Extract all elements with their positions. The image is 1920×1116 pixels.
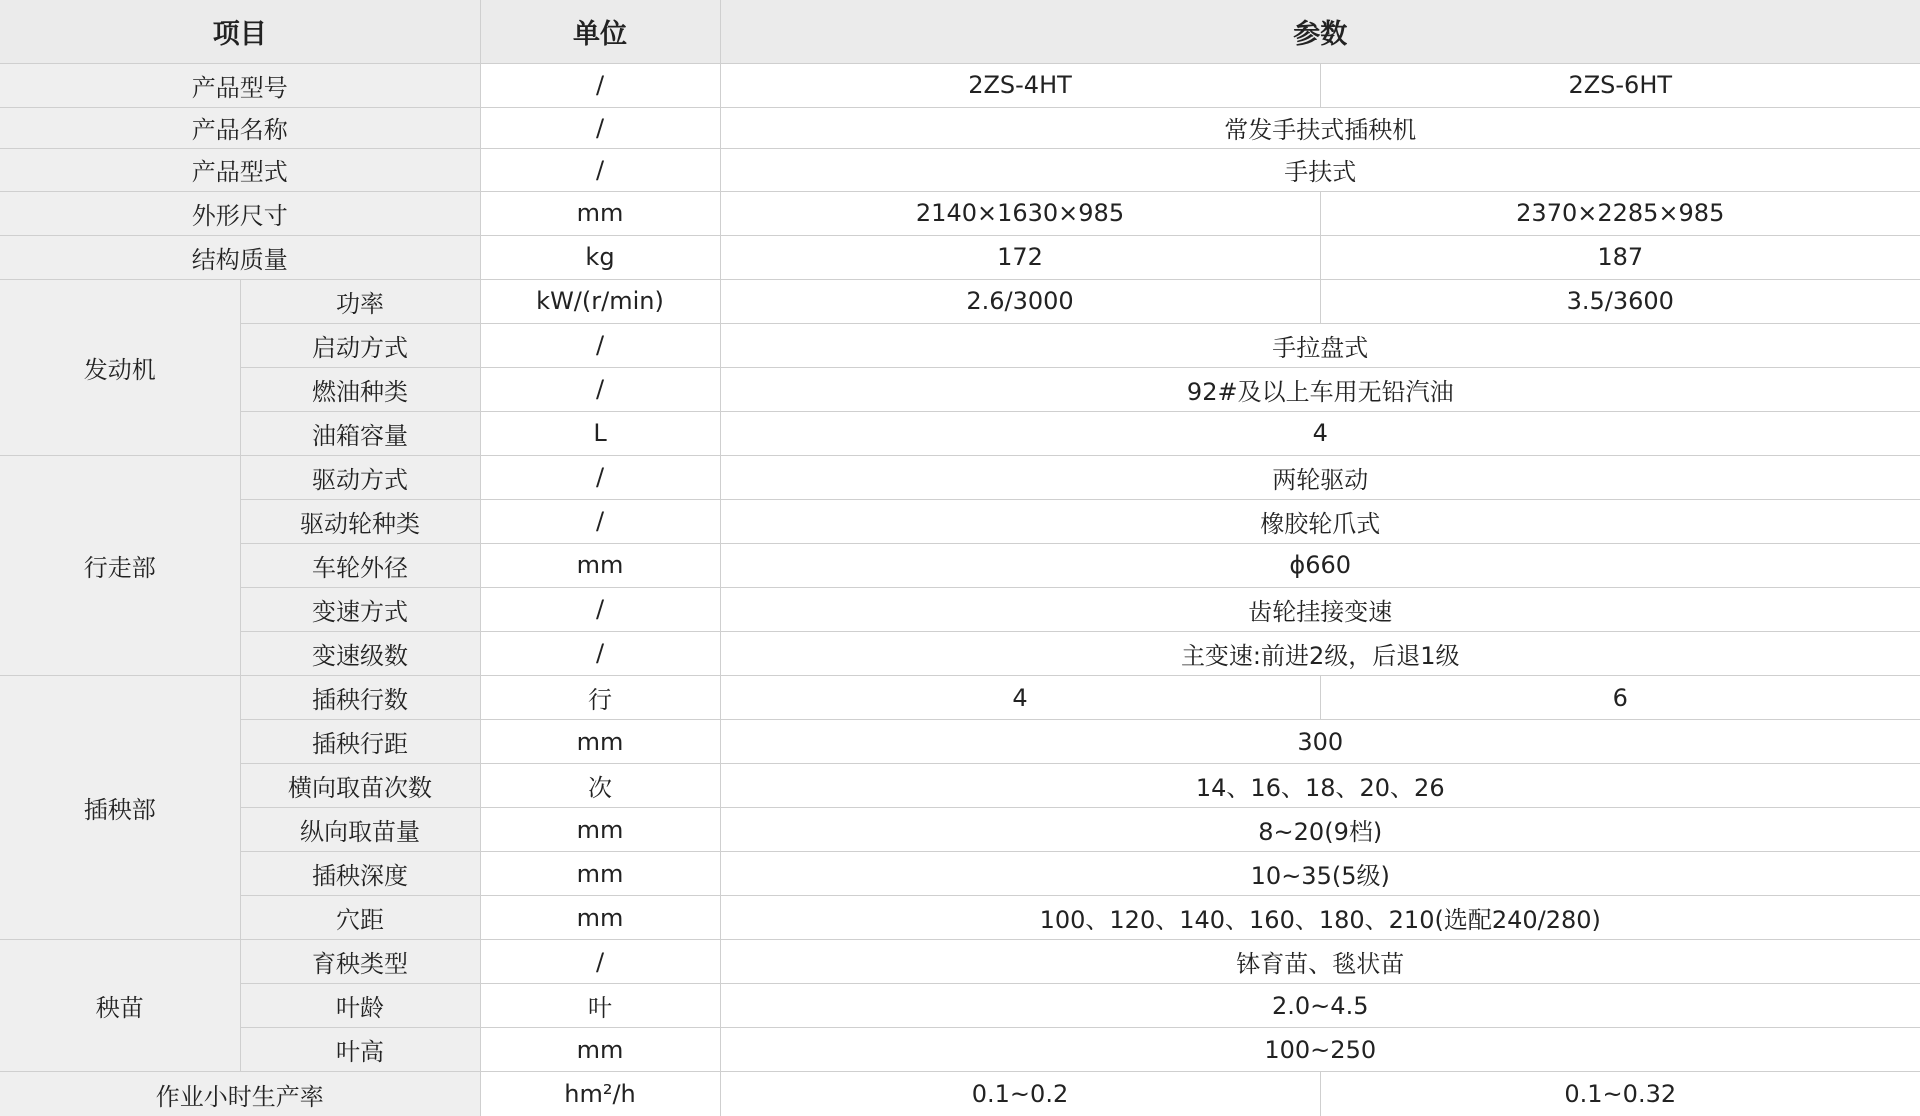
row-label: 叶龄 <box>240 984 480 1028</box>
row-label: 插秧行数 <box>240 675 480 719</box>
row-label: 叶高 <box>240 1028 480 1072</box>
row-label: 功率 <box>240 279 480 323</box>
table-row <box>0 543 1920 587</box>
header-item: 项目 <box>0 0 480 63</box>
value-model-a: 2ZS-4HT <box>720 63 1320 107</box>
value-model-a: 172 <box>720 235 1320 279</box>
row-value: 100、120、140、160、180、210(选配240/280) <box>720 896 1920 940</box>
table-row <box>0 455 1920 499</box>
table-row <box>0 720 1920 764</box>
row-label: 穴距 <box>240 896 480 940</box>
table-row <box>0 852 1920 896</box>
row-value: 手拉盘式 <box>720 323 1920 367</box>
row-unit: / <box>480 455 720 499</box>
header-unit: 单位 <box>480 0 720 63</box>
row-unit: L <box>480 411 720 455</box>
row-value: 2.0~4.5 <box>720 984 1920 1028</box>
row-label: 燃油种类 <box>240 367 480 411</box>
table-row <box>0 940 1920 984</box>
row-value: 8~20(9档) <box>720 808 1920 852</box>
group-planting: 插秧部 <box>0 675 240 939</box>
row-label: 产品名称 <box>0 107 480 148</box>
row-label: 作业小时生产率 <box>0 1072 480 1116</box>
row-label: 产品型式 <box>0 148 480 191</box>
table-row <box>0 896 1920 940</box>
table-row <box>0 984 1920 1028</box>
value-model-b: 3.5/3600 <box>1320 279 1920 323</box>
row-unit: / <box>480 148 720 191</box>
table-row <box>0 148 1920 191</box>
row-label: 变速方式 <box>240 587 480 631</box>
table-row <box>0 191 1920 235</box>
row-label: 油箱容量 <box>240 411 480 455</box>
row-label: 驱动方式 <box>240 455 480 499</box>
row-value: 主变速:前进2级，后退1级 <box>720 631 1920 675</box>
row-unit: mm <box>480 808 720 852</box>
row-unit: / <box>480 63 720 107</box>
table-row <box>0 499 1920 543</box>
row-value: 14、16、18、20、26 <box>720 764 1920 808</box>
value-model-a: 0.1~0.2 <box>720 1072 1320 1116</box>
row-label: 变速级数 <box>240 631 480 675</box>
table-row <box>0 411 1920 455</box>
row-value: 4 <box>720 411 1920 455</box>
table-row <box>0 675 1920 719</box>
header-row <box>0 0 1920 63</box>
value-model-a: 4 <box>720 675 1320 719</box>
row-label: 结构质量 <box>0 235 480 279</box>
value-model-b: 2370×2285×985 <box>1320 191 1920 235</box>
header-params: 参数 <box>720 0 1920 63</box>
group-travel: 行走部 <box>0 455 240 675</box>
table-row <box>0 279 1920 323</box>
row-unit: / <box>480 323 720 367</box>
table-row <box>0 235 1920 279</box>
row-unit: kW/(r/min) <box>480 279 720 323</box>
group-engine: 发动机 <box>0 279 240 455</box>
row-value: 100~250 <box>720 1028 1920 1072</box>
row-value: 两轮驱动 <box>720 455 1920 499</box>
row-value: 钵育苗、毯状苗 <box>720 940 1920 984</box>
table-row <box>0 764 1920 808</box>
row-unit: / <box>480 587 720 631</box>
row-unit: mm <box>480 896 720 940</box>
row-unit: / <box>480 499 720 543</box>
row-value: 92#及以上车用无铅汽油 <box>720 367 1920 411</box>
row-unit: 次 <box>480 764 720 808</box>
row-value: 300 <box>720 720 1920 764</box>
row-unit: mm <box>480 191 720 235</box>
row-unit: mm <box>480 1028 720 1072</box>
table-row <box>0 63 1920 107</box>
value-model-a: 2140×1630×985 <box>720 191 1320 235</box>
table-row <box>0 631 1920 675</box>
value-model-b: 187 <box>1320 235 1920 279</box>
row-unit: mm <box>480 543 720 587</box>
row-value: ϕ660 <box>720 543 1920 587</box>
row-unit: 叶 <box>480 984 720 1028</box>
row-unit: hm²/h <box>480 1072 720 1116</box>
row-label: 启动方式 <box>240 323 480 367</box>
row-label: 车轮外径 <box>240 543 480 587</box>
table-row <box>0 587 1920 631</box>
row-value: 齿轮挂接变速 <box>720 587 1920 631</box>
row-label: 外形尺寸 <box>0 191 480 235</box>
row-unit: mm <box>480 852 720 896</box>
table-row <box>0 1028 1920 1072</box>
row-unit: / <box>480 107 720 148</box>
row-unit: / <box>480 631 720 675</box>
row-unit: kg <box>480 235 720 279</box>
value-model-b: 2ZS-6HT <box>1320 63 1920 107</box>
value-model-b: 0.1~0.32 <box>1320 1072 1920 1116</box>
row-label: 驱动轮种类 <box>240 499 480 543</box>
table-row <box>0 1072 1920 1116</box>
row-value: 10~35(5级) <box>720 852 1920 896</box>
row-label: 插秧行距 <box>240 720 480 764</box>
value-model-b: 6 <box>1320 675 1920 719</box>
row-unit: / <box>480 367 720 411</box>
row-label: 纵向取苗量 <box>240 808 480 852</box>
group-seedling: 秧苗 <box>0 940 240 1072</box>
table-row <box>0 323 1920 367</box>
row-unit: / <box>480 940 720 984</box>
row-value: 橡胶轮爪式 <box>720 499 1920 543</box>
row-unit: mm <box>480 720 720 764</box>
row-label: 育秧类型 <box>240 940 480 984</box>
row-label: 横向取苗次数 <box>240 764 480 808</box>
row-unit: 行 <box>480 675 720 719</box>
table-row <box>0 367 1920 411</box>
row-value: 手扶式 <box>720 148 1920 191</box>
row-value: 常发手扶式插秧机 <box>720 107 1920 148</box>
row-label: 产品型号 <box>0 63 480 107</box>
row-label: 插秧深度 <box>240 852 480 896</box>
table-row <box>0 808 1920 852</box>
value-model-a: 2.6/3000 <box>720 279 1320 323</box>
table-row <box>0 107 1920 148</box>
